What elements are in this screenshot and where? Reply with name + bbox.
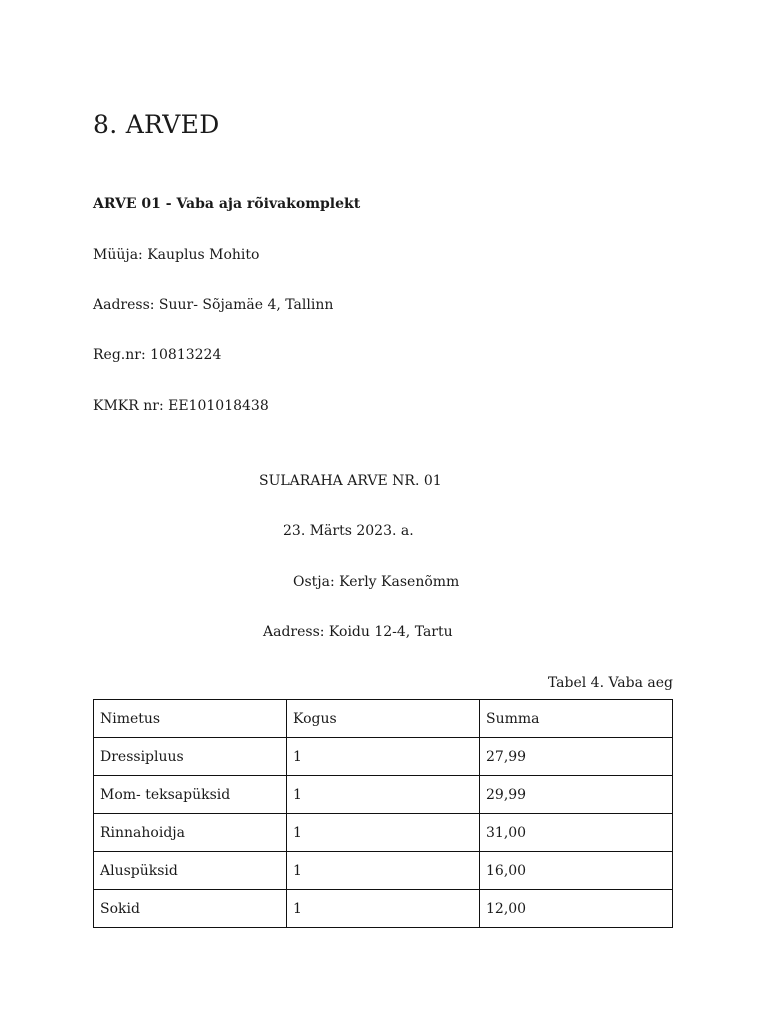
buyer-line: Ostja: Kerly Kasenõmm bbox=[293, 574, 460, 590]
cell-quantity: 1 bbox=[287, 890, 480, 928]
table-header-row bbox=[94, 700, 673, 738]
table-row bbox=[94, 776, 673, 814]
invoice-date: 23. Märts 2023. a. bbox=[283, 523, 414, 539]
cell-sum: 31,00 bbox=[480, 814, 673, 852]
invoice-title: ARVE 01 - Vaba aja rõivakomplekt bbox=[93, 196, 361, 212]
cell-quantity: 1 bbox=[287, 814, 480, 852]
table-row bbox=[94, 738, 673, 776]
cell-quantity: 1 bbox=[287, 738, 480, 776]
cell-quantity: 1 bbox=[287, 776, 480, 814]
header-cell-quantity: Kogus bbox=[287, 700, 480, 738]
header-cell-sum: Summa bbox=[480, 700, 673, 738]
reg-number-line: Reg.nr: 10813224 bbox=[93, 347, 222, 363]
table-caption: Tabel 4. Vaba aeg bbox=[547, 675, 673, 691]
buyer-address-line: Aadress: Koidu 12-4, Tartu bbox=[263, 624, 453, 640]
receipt-title: SULARAHA ARVE NR. 01 bbox=[259, 473, 442, 489]
cell-sum: 27,99 bbox=[480, 738, 673, 776]
cell-item-name: Mom- teksapüksid bbox=[94, 776, 287, 814]
cell-item-name: Sokid bbox=[94, 890, 287, 928]
cell-item-name: Rinnahoidja bbox=[94, 814, 287, 852]
table-row bbox=[94, 890, 673, 928]
page-title: 8. ARVED bbox=[93, 110, 220, 139]
vat-number-line: KMKR nr: EE101018438 bbox=[93, 398, 269, 414]
seller-address-line: Aadress: Suur- Sõjamäe 4, Tallinn bbox=[93, 297, 334, 313]
cell-item-name: Dressipluus bbox=[94, 738, 287, 776]
table-row bbox=[94, 852, 673, 890]
cell-item-name: Aluspüksid bbox=[94, 852, 287, 890]
cell-sum: 29,99 bbox=[480, 776, 673, 814]
items-table bbox=[93, 699, 673, 928]
cell-sum: 12,00 bbox=[480, 890, 673, 928]
cell-sum: 16,00 bbox=[480, 852, 673, 890]
seller-line: Müüja: Kauplus Mohito bbox=[93, 247, 260, 263]
table-row bbox=[94, 814, 673, 852]
cell-quantity: 1 bbox=[287, 852, 480, 890]
header-cell-name: Nimetus bbox=[94, 700, 287, 738]
